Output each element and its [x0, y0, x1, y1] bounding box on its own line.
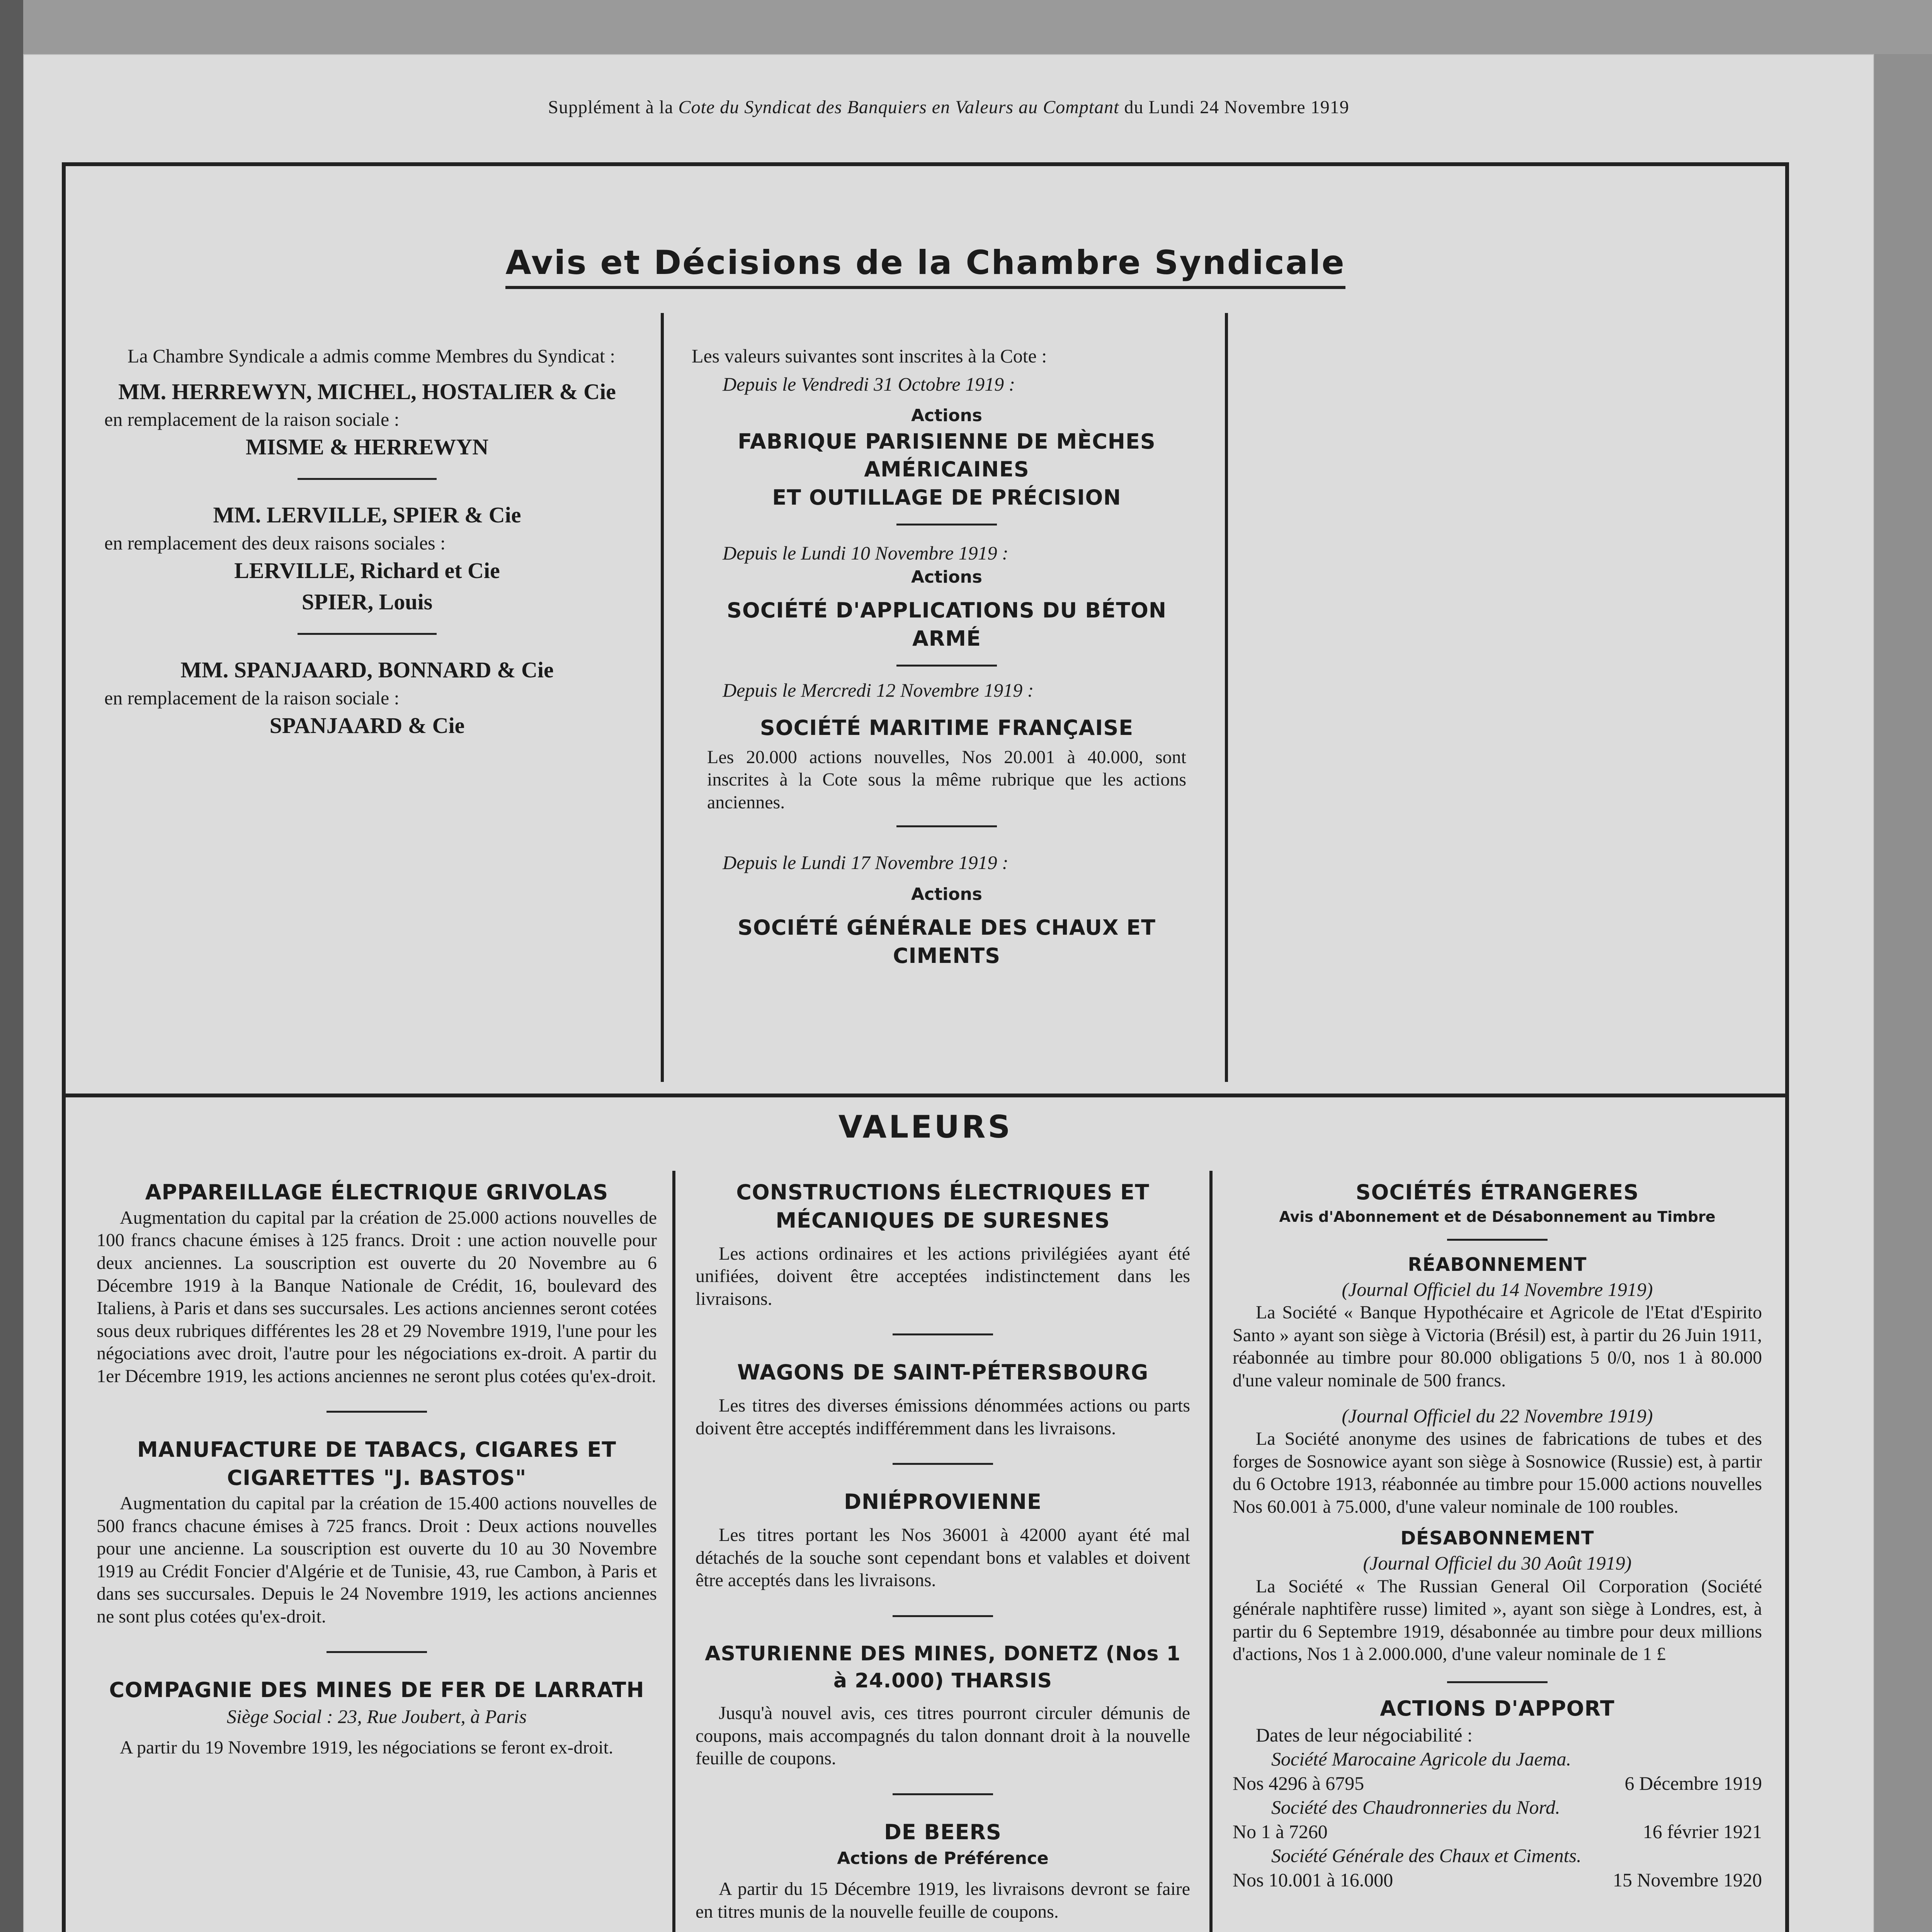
member-1: MM. HERREWYN, MICHEL, HOSTALIER & Cie — [118, 379, 616, 404]
rule — [327, 1411, 427, 1413]
valeurs-title: VALEURS — [838, 1109, 1013, 1145]
etrangeres-title: SOCIÉTÉS ÉTRANGERES — [1355, 1180, 1639, 1204]
listing-4-date: Depuis le Lundi 17 Novembre 1919 : — [723, 852, 1009, 874]
section-divider-1 — [66, 1094, 1785, 1097]
rule — [1447, 1681, 1548, 1683]
bastos-title: MANUFACTURE DE TABACS, CIGARES ET CIGARETTES "J. BASTOS" — [137, 1437, 617, 1490]
valeurs-mid-column — [696, 1179, 1190, 1923]
valeurs-divider-2 — [1209, 1171, 1213, 1932]
reabonnement-text-1: La Société « Banque Hypothécaire et Agricole de l'Etat d'Espirito Santo » ayant son siège à Victoria (Brésil) est, à partir du 26 Juin 1911, réabonnée au timbre pour 80.000 obligations 5 0/0, nos 1 à 80.000 d'une valeur nominale de 500 francs. — [1233, 1302, 1762, 1391]
rule — [893, 1333, 993, 1335]
desabonnement-label: DÉSABONNEMENT — [1400, 1527, 1594, 1549]
rule — [896, 825, 997, 827]
asturienne-title: ASTURIENNE DES MINES, DONETZ (Nos 1 à 24.000) THARSIS — [705, 1642, 1181, 1693]
avis-members-column — [104, 344, 630, 741]
journal-2: (Journal Officiel du 22 Novembre 1919) — [1342, 1405, 1653, 1427]
larrath-text: A partir du 19 Novembre 1919, les négociations se feront ex-droit. — [120, 1737, 614, 1758]
member-2-old-2: SPIER, Louis — [301, 589, 433, 615]
listing-2-kind: Actions — [911, 567, 982, 587]
avis-title: Avis et Décisions de la Chambre Syndicale — [66, 243, 1785, 282]
avis-intro: La Chambre Syndicale a admis comme Membres du Syndicat : — [128, 345, 616, 367]
rule — [327, 1651, 427, 1653]
main-frame — [62, 162, 1789, 1932]
apport-list — [1233, 1747, 1762, 1892]
rule — [1447, 1239, 1548, 1241]
bastos-text: Augmentation du capital par la création de 15.400 actions nouvelles de 500 francs chacune émises à 725 francs. Droit : Deux actions nouvelles pour une ancienne. La souscription est ouverte du 10 au 30 Novembre 1919 au Crédit Foncier d'Algérie et de Tunisie, 43, rue Cambon, à Paris et dans ses succursales. Depuis le 24 Novembre 1919, les actions anciennes ne sont plus cotées qu'ex-droit. — [97, 1493, 657, 1627]
listing-1-name-1: FABRIQUE PARISIENNE DE MÈCHES AMÉRICAINES — [738, 429, 1156, 482]
avis-divider-1 — [661, 313, 664, 1082]
listing-4-kind: Actions — [911, 884, 982, 904]
rule — [893, 1793, 993, 1795]
rule — [896, 665, 997, 667]
debeers-text: A partir du 15 Décembre 1919, les livraisons devront se faire en titres munis de la nouvelle feuille de coupons. — [696, 1879, 1190, 1922]
listing-3-text: Les 20.000 actions nouvelles, Nos 20.001 à 40.000, sont inscrites à la Cote sous la même rubrique que les actions anciennes. — [707, 747, 1186, 813]
header-date: du Lundi 24 Novembre 1919 — [1124, 97, 1349, 117]
header-journal: Cote du Syndicat des Banquiers en Valeurs au Comptant — [678, 97, 1119, 117]
listing-3-date: Depuis le Mercredi 12 Novembre 1919 : — [723, 679, 1034, 701]
journal-3: (Journal Officiel du 30 Août 1919) — [1363, 1552, 1632, 1574]
valeurs-right-column — [1233, 1179, 1762, 1892]
member-1-note: en remplacement de la raison sociale : — [104, 408, 400, 430]
desabonnement-text: La Société « The Russian General Oil Corporation (Société générale naphtifère russe) limited », ayant son siège à Londres, est, à partir du 6 Septembre 1919, désabonnée au timbre pour deux millions d'actions, Nos 1 à 2.000.000, d'une valeur nominale de 1 £ — [1233, 1576, 1762, 1665]
debeers-title: DE BEERS — [884, 1820, 1002, 1844]
listing-2-name: SOCIÉTÉ D'APPLICATIONS DU BÉTON ARMÉ — [726, 598, 1167, 651]
avis-divider-2 — [1225, 313, 1228, 1082]
member-3-note: en remplacement de la raison sociale : — [104, 687, 400, 709]
apport-company: Société Marocaine Agricole du Jaema. — [1271, 1748, 1571, 1770]
listing-1-date: Depuis le Vendredi 31 Octobre 1919 : — [723, 373, 1015, 395]
suresnes-title: CONSTRUCTIONS ÉLECTRIQUES ET MÉCANIQUES DE SURESNES — [736, 1180, 1150, 1233]
page-header — [23, 97, 1874, 118]
listing-4-name: SOCIÉTÉ GÉNÉRALE DES CHAUX ET CIMENTS — [737, 915, 1156, 968]
listing-1-name-2: ET OUTILLAGE DE PRÉCISION — [772, 485, 1121, 510]
member-2-note: en remplacement des deux raisons sociales : — [104, 532, 446, 554]
wagons-text: Les titres des diverses émissions dénommées actions ou parts doivent être acceptés indifféremment dans les livraisons. — [696, 1395, 1190, 1439]
rule — [298, 633, 437, 635]
larrath-title: COMPAGNIE DES MINES DE FER DE LARRATH — [109, 1678, 645, 1702]
apport-company: Société des Chaudronneries du Nord. — [1271, 1796, 1560, 1818]
reabonnement-label: RÉABONNEMENT — [1408, 1254, 1587, 1276]
suresnes-text: Les actions ordinaires et les actions privilégiées ayant été unifiées, doivent être acceptées indistinctement dans les livraisons. — [696, 1243, 1190, 1309]
apport-row: Nos 10.001 à 16.000 15 Novembre 1920 — [1233, 1869, 1762, 1891]
etrangeres-subtitle: Avis d'Abonnement et de Désabonnement au Timbre — [1279, 1208, 1716, 1225]
page-shadow-right — [1874, 54, 1932, 1932]
page-shadow-left — [0, 0, 23, 1932]
apport-intro: Dates de leur négociabilité : — [1256, 1724, 1473, 1746]
rule — [893, 1463, 993, 1465]
valeurs-left-column — [97, 1179, 657, 1759]
larrath-subtitle: Siège Social : 23, Rue Joubert, à Paris — [226, 1706, 527, 1728]
apport-title: ACTIONS D'APPORT — [1380, 1696, 1615, 1721]
rule — [298, 478, 437, 480]
listing-1-kind: Actions — [911, 406, 982, 425]
avis-listings-column — [692, 344, 1202, 970]
member-3-old: SPANJAARD & Cie — [269, 713, 465, 738]
debeers-subtitle: Actions de Préférence — [837, 1848, 1049, 1868]
rule — [893, 1615, 993, 1617]
apport-company: Société Générale des Chaux et Ciments. — [1271, 1845, 1582, 1867]
dnieprovienne-text: Les titres portant les Nos 36001 à 42000 ayant été mal détachés de la souche sont cependant bons et valables et doivent être acceptés dans les livraisons. — [696, 1525, 1190, 1591]
rule — [896, 524, 997, 526]
journal-1: (Journal Officiel du 14 Novembre 1919) — [1342, 1278, 1653, 1300]
grivolas-title: APPAREILLAGE ÉLECTRIQUE GRIVOLAS — [145, 1180, 609, 1204]
member-2: MM. LERVILLE, SPIER & Cie — [213, 502, 521, 528]
apport-row: Nos 4296 à 6795 6 Décembre 1919 — [1233, 1772, 1762, 1794]
listing-2-date: Depuis le Lundi 10 Novembre 1919 : — [723, 542, 1009, 564]
wagons-title: WAGONS DE SAINT-PÉTERSBOURG — [737, 1360, 1149, 1385]
reabonnement-text-2: La Société anonyme des usines de fabrications de tubes et des forges de Sosnowice ayant son siège à Sosnowice (Russie) est, à partir du 6 Octobre 1913, réabonnée au timbre pour 15.000 actions nouvelles Nos 60.001 à 75.000, d'une valeur nominale de 100 roubles. — [1233, 1429, 1762, 1517]
page — [23, 54, 1874, 1932]
member-3: MM. SPANJAARD, BONNARD & Cie — [180, 657, 554, 683]
apport-row: No 1 à 7260 16 février 1921 — [1233, 1820, 1762, 1842]
grivolas-text: Augmentation du capital par la création de 25.000 actions nouvelles de 100 francs chacune émises à 125 francs. Droit : une action nouvelle pour deux anciennes. La souscription est ouverte du 20 Novembre au 6 Décembre 1919 à la Banque Nationale de Crédit, 16, boulevard des Italiens, à Paris et dans ses succursales. Les actions anciennes seront cotées sous deux rubriques différentes les 28 et 29 Novembre 1919, l'une pour les négociations avec droit, l'autre pour les négociations ex-droit. A partir du 1er Décembre 1919, les actions anciennes ne seront plus cotées qu'ex-droit. — [97, 1207, 657, 1386]
member-1-old: MISME & HERREWYN — [245, 434, 489, 460]
valeurs-divider-1 — [672, 1171, 675, 1932]
asturienne-text: Jusqu'à nouvel avis, ces titres pourront circuler démunis de coupons, mais accompagnés du talon donnant droit à la nouvelle feuille de coupons. — [696, 1703, 1190, 1769]
header-prefix: Supplément à la — [548, 97, 673, 117]
listing-3-name: SOCIÉTÉ MARITIME FRANÇAISE — [760, 715, 1134, 740]
member-2-old-1: LERVILLE, Richard et Cie — [234, 558, 500, 583]
listings-intro: Les valeurs suivantes sont inscrites à la Cote : — [692, 345, 1047, 367]
dnieprovienne-title: DNIÉPROVIENNE — [844, 1490, 1042, 1514]
